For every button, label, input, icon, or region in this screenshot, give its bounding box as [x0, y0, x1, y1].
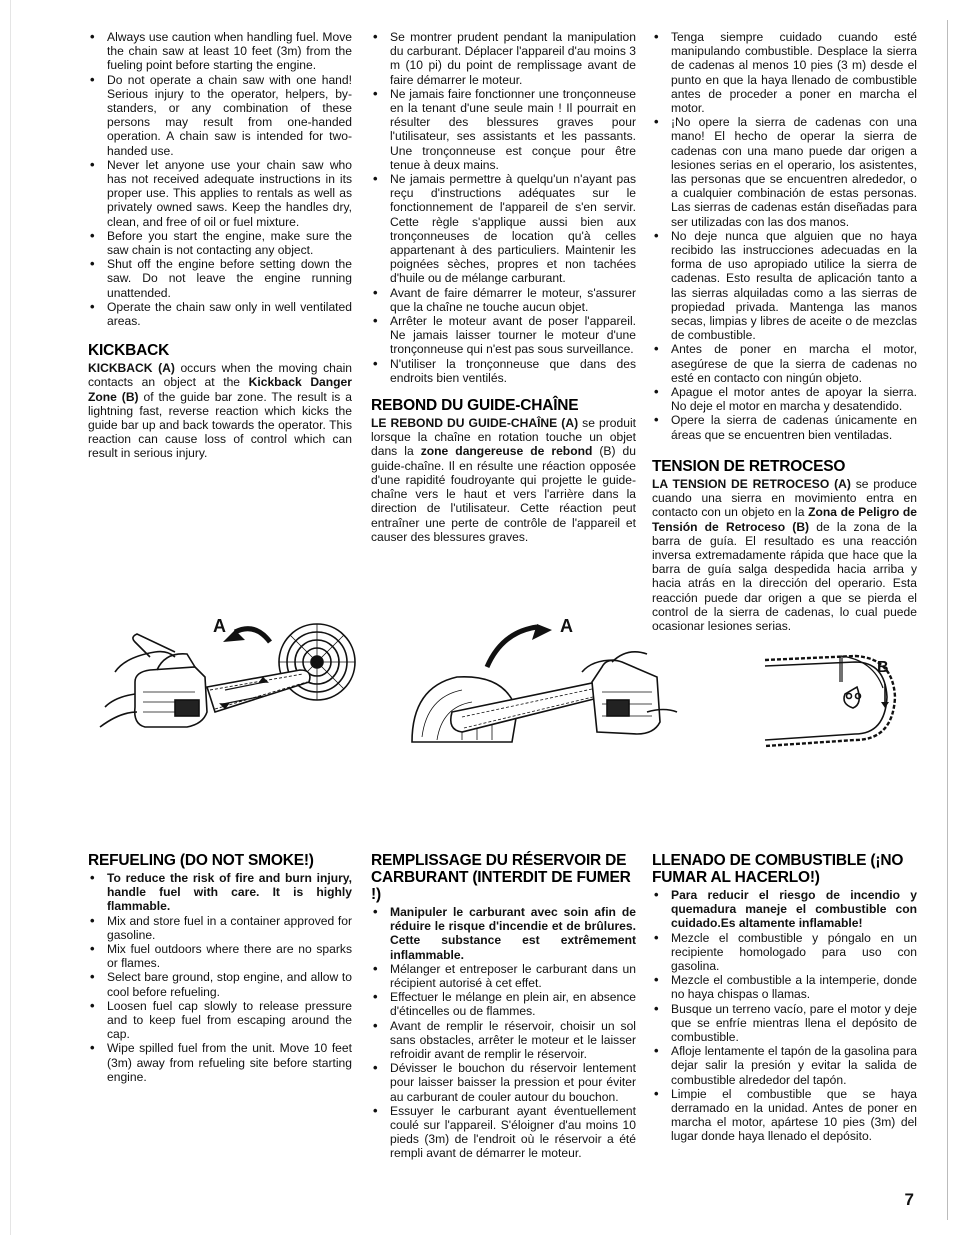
- list-item: • To reduce the risk of fire and burn injury, handle fuel with care. It is highly flammable.: [88, 871, 352, 914]
- retroceso-heading: TENSION DE RETROCESO: [652, 457, 846, 475]
- list-item: • Before you start the engine, make sure the saw chain is not contacting any object.: [88, 229, 352, 257]
- kickback-text-end: of the guide bar zone. The result is a lightning fast, reverse reaction which kicks the guide bar up and back towards the operator. This reaction can cause loss of control which can result in serious injury.: [88, 389, 352, 461]
- page-left-edge: [10, 0, 11, 1235]
- rebond-term: LE REBOND DU GUIDE-CHAÎNE (A): [371, 416, 579, 431]
- list-item: • N'utiliser la tronçonneuse que dans des endroits bien ventilés.: [371, 357, 636, 385]
- french-safety-list: [371, 30, 636, 385]
- english-safety-list: [88, 30, 352, 328]
- english-refueling-column: [88, 852, 352, 1084]
- figure-label-b: B: [877, 659, 889, 676]
- spanish-top-column: [652, 30, 917, 633]
- kickback-heading: KICKBACK: [88, 342, 170, 360]
- french-top-column: [371, 30, 636, 544]
- list-item: • Operate the chain saw only in well ventilated areas.: [88, 300, 352, 328]
- list-item: • Mix fuel outdoors where there are no sparks or flames.: [88, 942, 352, 970]
- list-item: • Mix and store fuel in a container approved for gasoline.: [88, 914, 352, 942]
- spanish-safety-list: [652, 30, 917, 442]
- figure-label-a: A: [213, 616, 226, 636]
- english-refueling-list: [88, 871, 352, 1084]
- list-item: • Dévisser le bouchon du réservoir lentement pour laisser baisser la pression et pour éviter au carburant de couler autour du bouchon.: [371, 1061, 636, 1104]
- rebond-text: se produit lorsque la chaîne en rotation touche un objet dans la: [371, 416, 636, 459]
- list-item: • Ne jamais faire fonctionner une tronçonneuse en la tenant d'une seule main ! Il pourrait en résulter des blessures graves pour l'utilisateur, ses assistants et les passants. Une tronçonneuse est conçue pour être tenue à deux mains.: [371, 87, 636, 172]
- list-item: • Shut off the engine before setting down the saw. Do not leave the engine running unattended.: [88, 257, 352, 300]
- retroceso-text-end: de la zona de la barra de guía. El resultado es una reacción inversa extremadamente rápida que hace que la barra de guía salga despedida hacia arriba y hacia atrás en la dirección del operario. Esta reacción puede dar origen a que se pierda el control de la sierra de cadenas, lo cual puede ocasionar lesiones serias.: [652, 519, 917, 633]
- kickback-illustration-middle: [392, 612, 682, 752]
- page-right-edge: [947, 20, 948, 1220]
- list-item: • Avant de faire démarrer le moteur, s'assurer que la chaîne ne touche aucun objet.: [371, 286, 636, 314]
- page-number: 7: [904, 1190, 914, 1209]
- list-item: • Do not operate a chain saw with one hand! Serious injury to the operator, helpers, by-standers, or any combination of these persons may result from one-handed operation. A chain saw is intended for two-handed use.: [88, 73, 352, 158]
- list-item: • Mezcle el combustible y póngalo en un recipiente homologado para uso con gasolina.: [652, 931, 917, 974]
- list-item: • Afloje lentamente el tapón de la gasolina para dejar salir la presión y evitar la salida de combustible alrededor del tapón.: [652, 1044, 917, 1087]
- remplissage-heading: REMPLISSAGE DU RÉSERVOIR DE CARBURANT (INTERDIT DE FUMER !): [371, 852, 631, 903]
- list-item: • ¡No opere la sierra de cadenas con una mano! El hecho de operar la sierra de cadenas con una mano puede dar origen a lesiones serias en el operario, los asistentes, las personas que se encuentren alrededor, o a cualquier combinación de estas personas. Las sierras de cadenas están diseñadas para ser utilizadas con las dos manos.: [652, 115, 917, 229]
- retroceso-zone-term: Zona de Peligro de Tensión de Retroceso (B): [652, 505, 917, 534]
- list-item: • Always use caution when handling fuel. Move the chain saw at least 10 feet (3m) from the fueling point before starting the engine.: [88, 30, 352, 73]
- retroceso-term: LA TENSION DE RETROCESO (A): [652, 476, 851, 491]
- kickback-zone-term: Kickback Danger Zone (B): [88, 375, 352, 404]
- list-item: • Loosen fuel cap slowly to release pressure and to keep fuel from escaping around the cap.: [88, 999, 352, 1042]
- kickback-illustration-left: [95, 612, 385, 747]
- spanish-refueling-column: [652, 852, 917, 1144]
- list-item: • Never let anyone use your chain saw who has not received adequate instructions in its proper use. This applies to rentals as well as privately owned saws. Keep the handles dry, clean, and free of oil or fuel mixture.: [88, 158, 352, 229]
- list-item: • Effectuer le mélange en plein air, en absence d'étincelles ou de flammes.: [371, 990, 636, 1018]
- list-item: • Essuyer le carburant ayant éventuellement coulé sur l'appareil. S'éloigner d'au moins 10 pieds (3m) de l'endroit où le réservoir a été rempli avant de démarrer le moteur.: [371, 1104, 636, 1161]
- kickback-text: occurs when the moving chain contacts an object at the: [88, 361, 352, 390]
- list-item: • Busque un terreno vacío, pare el motor y deje que se enfríe mientras llena el depósito de combustible.: [652, 1002, 917, 1045]
- list-item: • Apague el motor antes de apoyar la sierra. No deje el motor en marcha y desatendido.: [652, 385, 917, 413]
- list-item: • Limpie el combustible que se haya derramado en la unidad. Antes de poner en marcha el motor, apártese 10 pies (3m) del lugar donde haya llenado el depósito.: [652, 1087, 917, 1144]
- retroceso-text: se produce cuando una sierra en movimiento entra en contacto con un objeto en la: [652, 476, 917, 520]
- list-item: • Manipuler le carburant avec soin afin de réduire le risque d'incendie et de brûlures. Cette substance est extrêmement inflammable.: [371, 905, 636, 962]
- list-item: • Se montrer prudent pendant la manipulation du carburant. Déplacer l'appareil d'au moins 3 m (10 pi) du point de remplissage avant de faire démarrer le moteur.: [371, 30, 636, 87]
- spanish-refueling-list: [652, 888, 917, 1144]
- list-item: • Mélanger et entreposer le carburant dans un récipient autorisé à cet effet.: [371, 962, 636, 990]
- rebond-text-end: (B) du guide-chaîne. Il en résulte une réaction opposée d'une rapidité foudroyante qui projette le guide-chaîne vers le haut et vers l'arrière dans la direction de l'utilisateur. Cette réaction peut entraîner une perte de contrôle de l'appareil et causer des blessures graves.: [371, 444, 637, 544]
- refueling-heading: REFUELING (DO NOT SMOKE!): [88, 852, 314, 869]
- list-item: • Avant de remplir le réservoir, choisir un sol sans obstacles, arrêter le moteur et le laisser refroidir avant de remplir le réservoir.: [371, 1019, 636, 1062]
- list-item: • Select bare ground, stop engine, and allow to cool before refueling.: [88, 970, 352, 998]
- list-item: • Arrêter le moteur avant de poser l'appareil. Ne jamais laisser tourner le moteur d'une tronçonneuse qui n'est pas sous surveillance.: [371, 314, 636, 357]
- list-item: • Wipe spilled fuel from the unit. Move 10 feet (3m) away from refueling site before starting engine.: [88, 1041, 352, 1084]
- french-refueling-column: [371, 852, 636, 1161]
- english-top-column: [88, 30, 352, 461]
- figure-label-a: A: [560, 616, 573, 636]
- french-refueling-list: [371, 905, 636, 1161]
- retroceso-paragraph: [652, 477, 917, 633]
- list-item: • No deje nunca que alguien que no haya recibido las instrucciones adecuadas en la forma de uso apropiado utilice la sierra de cadenas. Esto resulta de aplicación tanto a las sierras alquiladas como a las sierras de propiedad privada. Mantenga las manos secas, limpias y libres de aceite o de mezclas de combustible.: [652, 229, 917, 343]
- list-item: • Mezcle el combustible a la intemperie, donde no haya chispas o llamas.: [652, 973, 917, 1001]
- rebond-heading: REBOND DU GUIDE-CHAÎNE: [371, 397, 579, 415]
- danger-zone-illustration: [745, 652, 925, 752]
- kickback-term: KICKBACK (A): [88, 361, 175, 376]
- list-item: • Ne jamais permettre à quelqu'un n'ayant pas reçu d'instructions adéquates sur le fonctionnement de l'appareil de s'en servir. Cette règle s'applique aussi bien aux tronçonneuses de location qu'à celles appartenant à des particuliers. Maintenir les poignées sèches, propres et non tachées d'huile ou de mélange carburant.: [371, 172, 636, 286]
- list-item: • Tenga siempre cuidado cuando esté manipulando combustible. Desplace la sierra de cadenas al menos 10 pies (3 m) desde el punto en que la haya llenado de combustible antes de proceder a poner en marcha el motor.: [652, 30, 917, 115]
- list-item: • Para reducir el riesgo de incendio y quemadura maneje el combustible con cuidado.Es altamente inflamable!: [652, 888, 917, 931]
- list-item: • Opere la sierra de cadenas únicamente en áreas que se encuentren bien ventiladas.: [652, 413, 917, 441]
- llenado-heading: LLENADO DE COMBUSTIBLE (¡NO FUMAR AL HACERLO!): [652, 852, 904, 886]
- rebond-paragraph: [371, 416, 636, 544]
- rebond-zone-term: zone dangereuse de rebond: [420, 444, 593, 459]
- kickback-paragraph: [88, 361, 352, 460]
- list-item: • Antes de poner en marcha el motor, asegúrese de que la sierra de cadenas no esté en contacto con ningún objeto.: [652, 342, 917, 385]
